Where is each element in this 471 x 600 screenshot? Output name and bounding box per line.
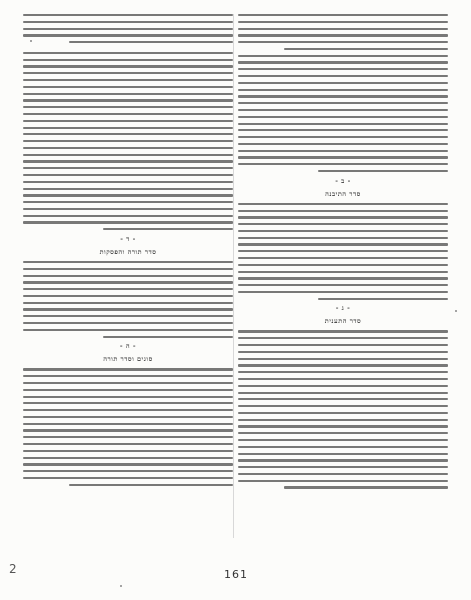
text-line bbox=[23, 302, 233, 304]
text-line bbox=[238, 473, 448, 475]
section-heading: - ד - bbox=[120, 235, 136, 243]
section-heading: - ב - bbox=[335, 176, 351, 185]
text-line bbox=[238, 156, 448, 158]
text-line bbox=[103, 228, 233, 230]
text-line bbox=[23, 429, 233, 431]
text-line bbox=[23, 160, 233, 162]
text-line bbox=[238, 466, 448, 468]
text-line bbox=[238, 284, 448, 286]
text-line bbox=[238, 123, 448, 125]
text-line bbox=[238, 150, 448, 152]
text-line bbox=[238, 223, 448, 225]
text-line bbox=[238, 330, 448, 332]
text-line bbox=[238, 95, 448, 97]
text-line bbox=[238, 14, 448, 16]
text-line bbox=[238, 75, 448, 77]
text-line bbox=[23, 409, 233, 411]
text-line bbox=[238, 480, 448, 482]
text-line bbox=[23, 14, 233, 16]
text-line bbox=[284, 48, 448, 50]
text-line bbox=[69, 484, 233, 486]
text-line bbox=[23, 99, 233, 101]
text-line bbox=[23, 436, 233, 438]
text-line bbox=[23, 59, 233, 61]
scan-speck bbox=[120, 585, 122, 587]
text-line bbox=[23, 295, 233, 297]
text-line bbox=[238, 28, 448, 30]
text-line bbox=[23, 147, 233, 149]
text-line bbox=[238, 364, 448, 366]
text-line bbox=[238, 291, 448, 293]
text-line bbox=[23, 113, 233, 115]
text-line bbox=[238, 432, 448, 434]
text-line bbox=[238, 385, 448, 387]
text-line bbox=[238, 358, 448, 360]
text-line bbox=[23, 382, 233, 384]
section-subheading: סדר תורה והפסקות bbox=[99, 248, 157, 256]
text-line bbox=[238, 61, 448, 63]
text-line bbox=[23, 174, 233, 176]
text-line bbox=[23, 443, 233, 445]
text-line bbox=[238, 237, 448, 239]
text-line bbox=[238, 109, 448, 111]
text-line bbox=[23, 21, 233, 23]
text-line bbox=[23, 368, 233, 370]
text-line bbox=[23, 288, 233, 290]
text-line bbox=[238, 129, 448, 131]
text-line bbox=[238, 277, 448, 279]
scan-speck bbox=[30, 40, 32, 42]
section-subheading: סדר התיבנה bbox=[325, 189, 361, 198]
text-line bbox=[23, 281, 233, 283]
text-line bbox=[238, 136, 448, 138]
text-line bbox=[238, 412, 448, 414]
text-line bbox=[238, 82, 448, 84]
text-line bbox=[23, 450, 233, 452]
text-line bbox=[23, 188, 233, 190]
text-line bbox=[23, 308, 233, 310]
text-line bbox=[23, 140, 233, 142]
text-line bbox=[238, 216, 448, 218]
text-line bbox=[238, 89, 448, 91]
text-line bbox=[23, 329, 233, 331]
text-line bbox=[23, 208, 233, 210]
text-line bbox=[238, 453, 448, 455]
text-line bbox=[238, 446, 448, 448]
section-subheading: סוגים וסדר תורה bbox=[103, 355, 153, 364]
right-text-column bbox=[238, 14, 448, 538]
text-line bbox=[238, 351, 448, 353]
section-heading: - ג - bbox=[335, 304, 351, 313]
text-line bbox=[23, 416, 233, 418]
text-line bbox=[238, 271, 448, 273]
text-line bbox=[238, 34, 448, 36]
text-line bbox=[23, 133, 233, 135]
text-line bbox=[238, 425, 448, 427]
text-line bbox=[238, 378, 448, 380]
section-heading: - ה - bbox=[119, 342, 137, 351]
text-line bbox=[23, 268, 233, 270]
text-line bbox=[23, 375, 233, 377]
page-number: 161 bbox=[224, 568, 248, 581]
text-line bbox=[23, 127, 233, 129]
text-line bbox=[23, 106, 233, 108]
text-line bbox=[238, 392, 448, 394]
text-line bbox=[23, 194, 233, 196]
text-line bbox=[238, 344, 448, 346]
text-line bbox=[103, 336, 233, 338]
text-line bbox=[238, 230, 448, 232]
text-line bbox=[23, 167, 233, 169]
text-line bbox=[23, 275, 233, 277]
text-line bbox=[23, 120, 233, 122]
text-line bbox=[23, 181, 233, 183]
section-subheading: סדר התענית bbox=[324, 317, 362, 326]
text-line bbox=[23, 93, 233, 95]
left-text-column bbox=[23, 14, 233, 538]
text-line bbox=[238, 264, 448, 266]
text-line bbox=[23, 28, 233, 30]
text-line bbox=[23, 79, 233, 81]
column-divider bbox=[233, 14, 234, 538]
text-line bbox=[23, 396, 233, 398]
text-line bbox=[23, 154, 233, 156]
text-line bbox=[238, 55, 448, 57]
text-line bbox=[238, 337, 448, 339]
text-line bbox=[238, 102, 448, 104]
text-line bbox=[23, 52, 233, 54]
text-line bbox=[238, 68, 448, 70]
text-line bbox=[238, 143, 448, 145]
text-line bbox=[23, 201, 233, 203]
text-line bbox=[23, 34, 233, 36]
text-line bbox=[23, 315, 233, 317]
text-line bbox=[318, 170, 448, 172]
text-line bbox=[23, 322, 233, 324]
text-line bbox=[23, 423, 233, 425]
text-line bbox=[69, 41, 233, 43]
text-line bbox=[23, 221, 233, 223]
text-line bbox=[23, 215, 233, 217]
text-line bbox=[238, 371, 448, 373]
text-line bbox=[23, 72, 233, 74]
text-line bbox=[238, 250, 448, 252]
margin-handwritten-mark: 2 bbox=[9, 562, 17, 576]
text-line bbox=[284, 486, 448, 488]
text-line bbox=[238, 210, 448, 212]
text-line bbox=[238, 419, 448, 421]
text-line bbox=[238, 398, 448, 400]
text-line bbox=[23, 457, 233, 459]
text-line bbox=[318, 298, 448, 300]
scan-speck bbox=[455, 310, 457, 312]
text-line bbox=[238, 21, 448, 23]
text-line bbox=[23, 463, 233, 465]
text-line bbox=[238, 41, 448, 43]
text-line bbox=[23, 477, 233, 479]
text-line bbox=[23, 65, 233, 67]
text-line bbox=[23, 470, 233, 472]
text-line bbox=[238, 257, 448, 259]
text-line bbox=[23, 86, 233, 88]
text-line bbox=[238, 116, 448, 118]
text-line bbox=[238, 439, 448, 441]
text-line bbox=[238, 459, 448, 461]
text-line bbox=[23, 402, 233, 404]
text-line bbox=[238, 163, 448, 165]
text-line bbox=[23, 389, 233, 391]
text-line bbox=[238, 203, 448, 205]
text-line bbox=[238, 405, 448, 407]
text-line bbox=[23, 261, 233, 263]
text-line bbox=[238, 243, 448, 245]
